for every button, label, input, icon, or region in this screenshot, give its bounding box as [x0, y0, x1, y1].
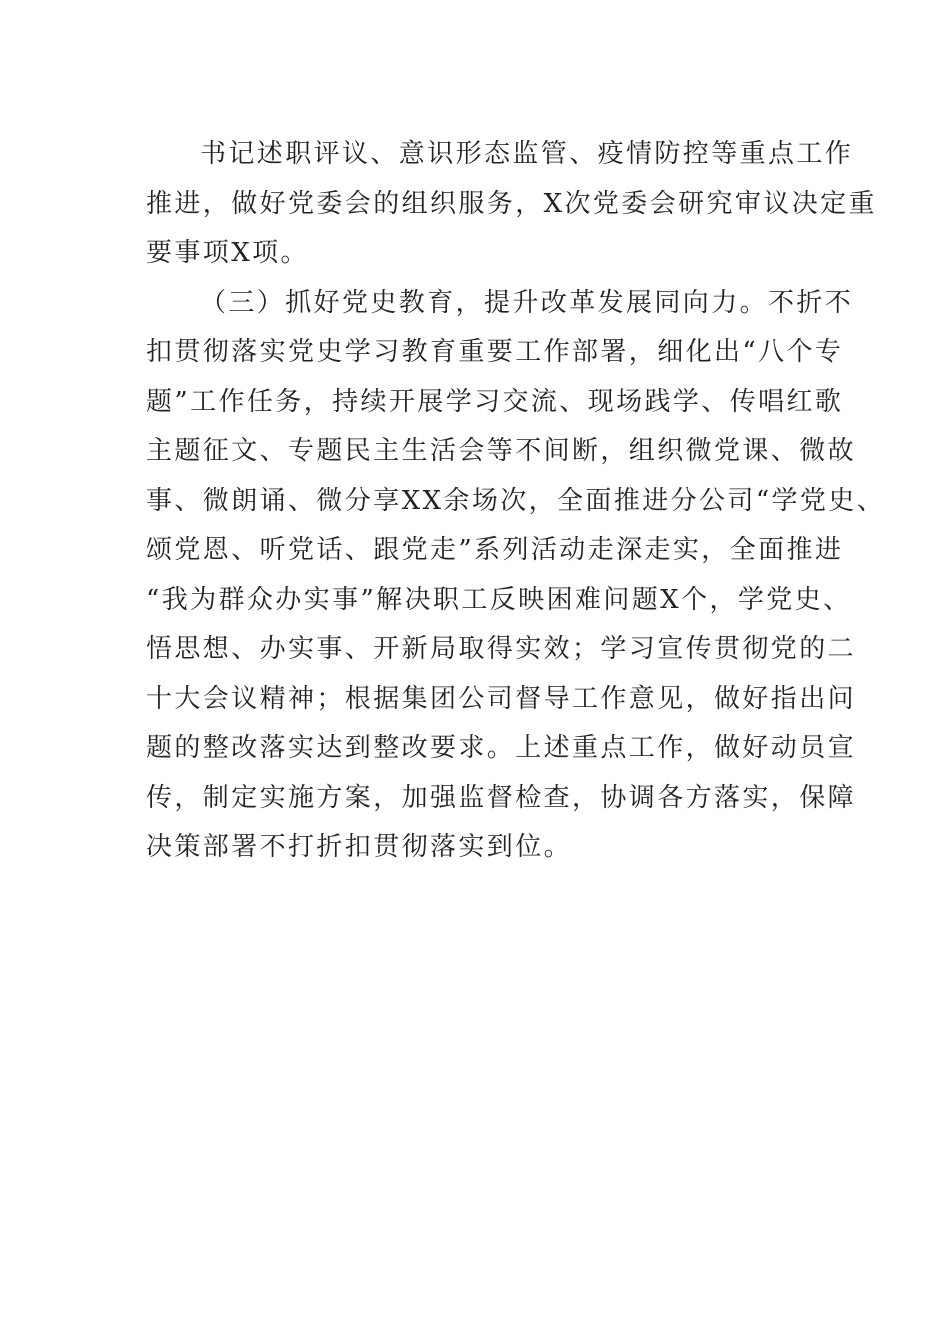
paragraph-line: 传，制定实施方案，加强监督检查，协调各方落实，保障 [146, 782, 857, 813]
paragraph-line: 主题征文、专题民主生活会等不间断，组织微党课、微故 [146, 436, 857, 466]
paragraph-line: 悟思想、办实事、开新局取得实效；学习宣传贯彻党的二 [146, 634, 857, 664]
paragraph-line: 颂党恩、听党话、跟党走”系列活动走深走实，全面推进 [146, 535, 844, 565]
paragraph-line: 要事项X项。 [146, 238, 309, 268]
paragraph-line: 题的整改落实达到整改要求。上述重点工作，做好动员宣 [146, 733, 857, 763]
paragraph-line: 决策部署不打折扣贯彻落实到位。 [146, 832, 573, 862]
paragraph-line: 书记述职评议、意识形态监管、疫情防控等重点工作 [200, 139, 854, 169]
paragraph-line: 推进，做好党委会的组织服务，X次党委会研究审议决定重 [146, 188, 877, 219]
paragraph-line: 扣贯彻落实党史学习教育重要工作部署，细化出“八个专 [146, 337, 844, 367]
paragraph-2 [146, 279, 886, 873]
paragraph-line: 事、微朗诵、微分享XX余场次，全面推进分公司“学党史、 [146, 485, 886, 516]
paragraph-line: （三）抓好党史教育，提升改革发展同向力。不折不 [200, 287, 854, 318]
paragraph-line: 十大会议精神；根据集团公司督导工作意见，做好指出问 [146, 683, 857, 714]
paragraph-line: “我为群众办实事”解决职工反映困难问题X个，学党史、 [146, 584, 852, 615]
paragraph-line: 题”工作任务，持续开展学习交流、现场践学、传唱红歌 [146, 386, 844, 417]
paragraph-1 [146, 130, 877, 279]
document-body [146, 130, 886, 873]
